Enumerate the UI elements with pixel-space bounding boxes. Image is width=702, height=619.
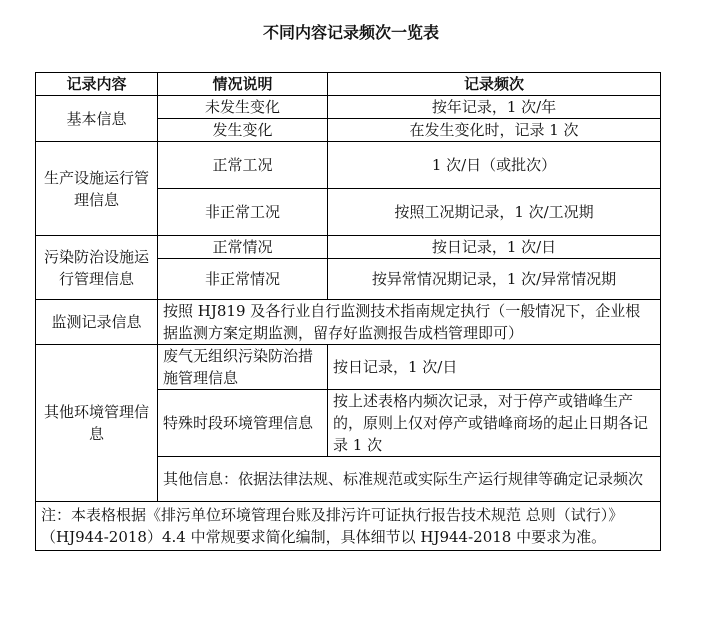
production-info-label: 生产设施运行管理信息 <box>36 142 158 236</box>
monitoring-info-text: 按照 HJ819 及各行业自行监测技术指南规定执行（一般情况下，企业根据监测方案定期监测，留存好监测报告成档管理即可） <box>158 300 661 345</box>
header-row <box>36 73 661 96</box>
table-note: 注：本表格根据《排污单位环境管理台账及排污许可证执行报告技术规范 总则（试行）》（HJ944-2018）4.4 中常规要求简化编制，具体细节以 HJ944-2018 中要求为准。 <box>36 502 661 551</box>
other-case-fugitive: 废气无组织污染防治措施管理信息 <box>158 345 328 390</box>
note-row <box>36 502 661 551</box>
pollution-info-label: 污染防治设施运行管理信息 <box>36 236 158 300</box>
header-content: 记录内容 <box>36 73 158 96</box>
table-row <box>36 236 661 259</box>
other-freq-special-period: 按上述表格内频次记录，对于停产或错峰生产的，原则上仅对停产或错峰商场的起止日期各记录 1 次 <box>328 390 661 457</box>
header-situation: 情况说明 <box>158 73 328 96</box>
basic-freq-unchanged: 按年记录，1 次/年 <box>328 96 661 119</box>
basic-case-unchanged: 未发生变化 <box>158 96 328 119</box>
pollution-freq-normal: 按日记录，1 次/日 <box>328 236 661 259</box>
basic-freq-changed: 在发生变化时，记录 1 次 <box>328 119 661 142</box>
table-row <box>36 142 661 189</box>
table-row <box>36 300 661 345</box>
table-row <box>36 96 661 119</box>
production-case-normal: 正常工况 <box>158 142 328 189</box>
basic-info-label: 基本信息 <box>36 96 158 142</box>
other-freq-fugitive: 按日记录，1 次/日 <box>328 345 661 390</box>
table-title: 不同内容记录频次一览表 <box>262 23 439 42</box>
table-row <box>36 345 661 390</box>
basic-case-changed: 发生变化 <box>158 119 328 142</box>
header-frequency: 记录频次 <box>328 73 661 96</box>
record-frequency-table <box>35 72 661 551</box>
production-freq-abnormal: 按照工况期记录，1 次/工况期 <box>328 189 661 236</box>
other-info-misc: 其他信息：依据法律法规、标准规范或实际生产运行规律等确定记录频次 <box>158 457 661 502</box>
other-info-label: 其他环境管理信息 <box>36 345 158 502</box>
pollution-case-abnormal: 非正常情况 <box>158 259 328 300</box>
production-case-abnormal: 非正常工况 <box>158 189 328 236</box>
other-case-special-period: 特殊时段环境管理信息 <box>158 390 328 457</box>
pollution-freq-abnormal: 按异常情况期记录，1 次/异常情况期 <box>328 259 661 300</box>
monitoring-info-label: 监测记录信息 <box>36 300 158 345</box>
pollution-case-normal: 正常情况 <box>158 236 328 259</box>
production-freq-normal: 1 次/日（或批次） <box>328 142 661 189</box>
